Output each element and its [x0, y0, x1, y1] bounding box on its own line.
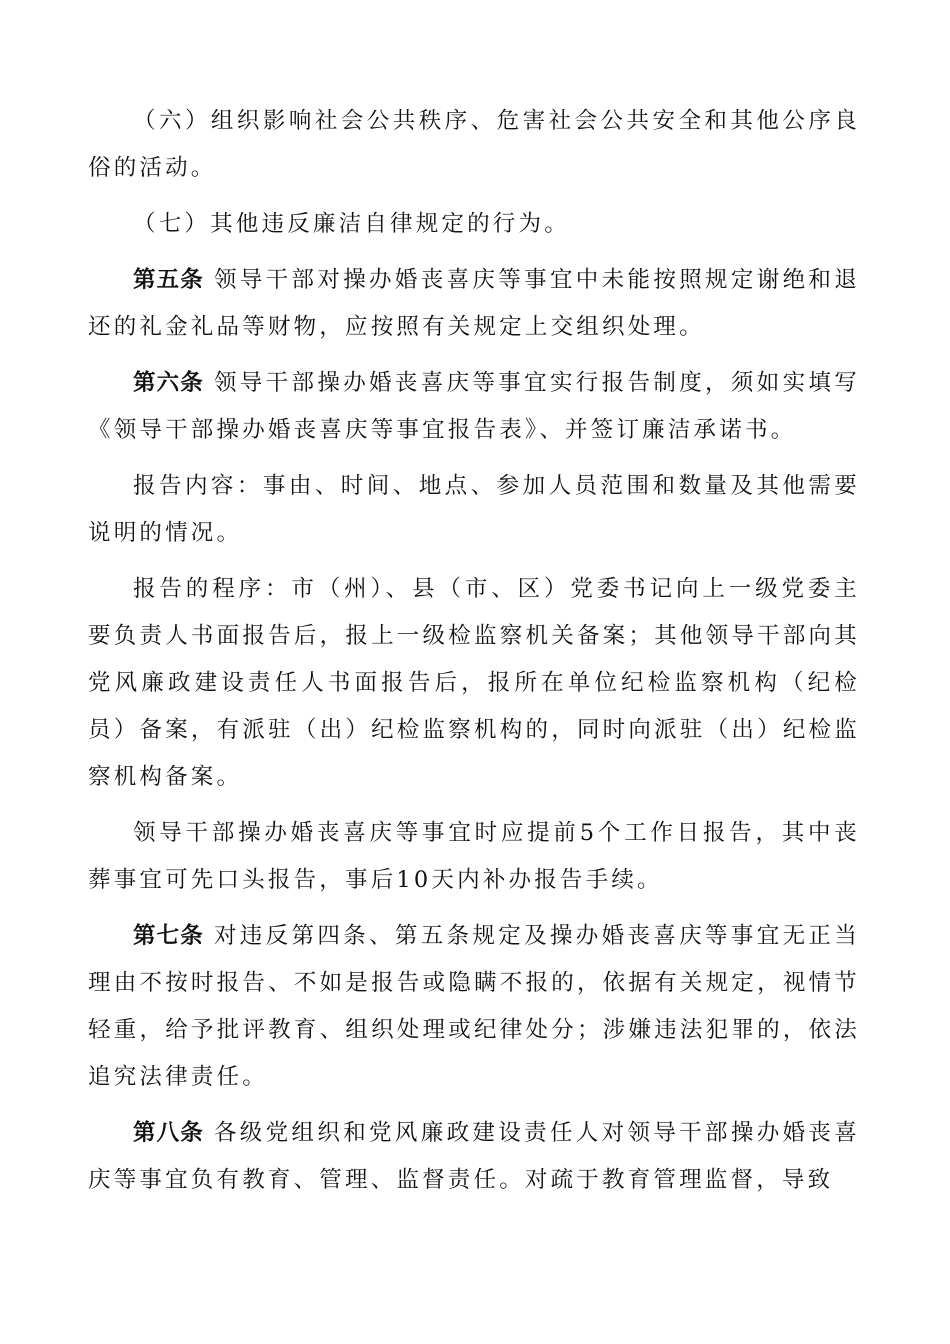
paragraph-text: 领导干部对操办婚丧喜庆等事宜中未能按照规定谢绝和退还的礼金礼品等财物，应按照有关规定上交组织处理。	[88, 267, 860, 340]
paragraph-text: 各级党组织和党风廉政建设责任人对领导干部操办婚丧喜庆等事宜负有教育、管理、监督责任。对疏于教育管理监督，导致	[88, 1120, 860, 1193]
article-title: 第八条	[133, 1120, 204, 1146]
paragraph-text: 报告内容：事由、时间、地点、参加人员范围和数量及其他需要说明的情况。	[88, 473, 860, 546]
article-8-paragraph	[88, 1110, 860, 1204]
document-body	[88, 98, 860, 1213]
clause-6-paragraph	[88, 98, 860, 192]
article-6-paragraph	[88, 360, 860, 454]
report-content-paragraph	[88, 463, 860, 557]
report-deadline-paragraph	[88, 810, 860, 904]
paragraph-text: 领导干部操办婚丧喜庆等事宜实行报告制度，须如实填写《领导干部操办婚丧喜庆等事宜报告表》、并签订廉洁承诺书。	[88, 370, 860, 443]
paragraph-text: 对违反第四条、第五条规定及操办婚丧喜庆等事宜无正当理由不按时报告、不如是报告或隐瞒不报的，依据有关规定，视情节轻重，给予批评教育、组织处理或纪律处分；涉嫌违法犯罪的，依法追究法律责任。	[88, 923, 860, 1090]
article-title: 第七条	[133, 923, 204, 949]
paragraph-text: 领导干部操办婚丧喜庆等事宜时应提前5个工作日报告，其中丧葬事宜可先口头报告，事后10天内补办报告手续。	[88, 820, 860, 893]
article-title: 第五条	[133, 267, 204, 293]
article-title: 第六条	[133, 370, 204, 396]
paragraph-text: （六）组织影响社会公共秩序、危害社会公共安全和其他公序良俗的活动。	[88, 108, 860, 181]
paragraph-text: （七）其他违反廉洁自律规定的行为。	[133, 211, 570, 237]
article-7-paragraph	[88, 913, 860, 1101]
clause-7-paragraph	[88, 201, 860, 248]
article-5-paragraph	[88, 257, 860, 351]
paragraph-text: 报告的程序：市（州）、县（市、区）党委书记向上一级党委主要负责人书面报告后，报上一级检监察机关备案；其他领导干部向其党风廉政建设责任人书面报告后，报所在单位纪检监察机构（纪检员）备案，有派驻（出）纪检监察机构的，同时向派驻（出）纪检监察机构备案。	[88, 576, 860, 790]
report-procedure-paragraph	[88, 566, 860, 801]
